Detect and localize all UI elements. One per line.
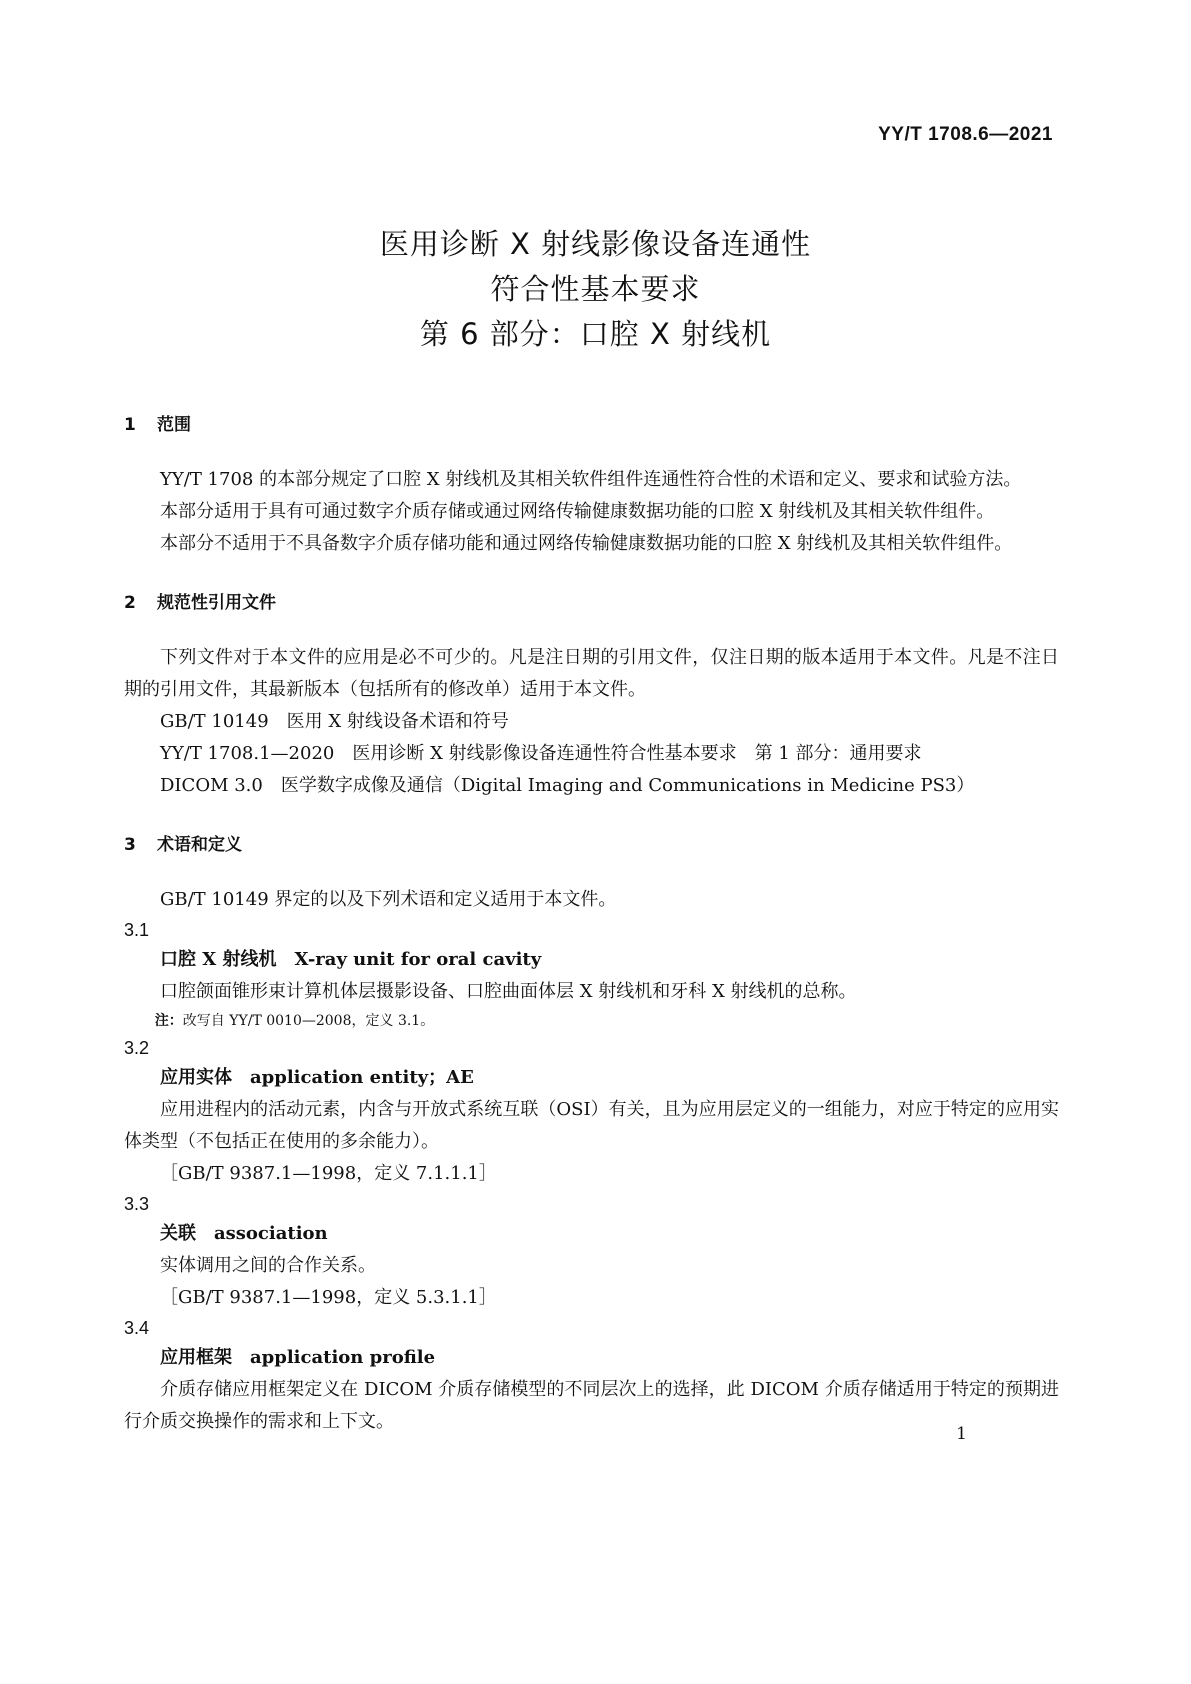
section-title: 术语和定义 [157, 835, 242, 855]
section-number: 2 [124, 593, 136, 613]
term-definition: 实体调用之间的合作关系。 [160, 1255, 376, 1276]
reference-code: YY/T 1708.1—2020 [160, 743, 335, 764]
term-number: 3.2 [124, 1038, 150, 1058]
term-zh: 应用实体 [160, 1067, 232, 1088]
term-number: 3.4 [124, 1318, 150, 1338]
note-text: 改写自 YY/T 0010—2008，定义 3.1。 [182, 1013, 435, 1029]
section-number: 3 [124, 835, 136, 855]
term-definition: 介质存储应用框架定义在 DICOM 介质存储模型的不同层次上的选择，此 DICOM 介质存储适用于特定的预期进行介质交换操作的需求和上下文。 [124, 1379, 1059, 1432]
reference-item [124, 770, 1059, 802]
section-title: 范围 [157, 415, 191, 435]
normative-refs-intro: 下列文件对于本文件的应用是必不可少的。凡是注日期的引用文件，仅注日期的版本适用于本文件。凡是不注日期的引用文件，其最新版本（包括所有的修改单）适用于本文件。 [124, 647, 1059, 700]
section-3-heading [124, 832, 1059, 858]
document-body [124, 412, 1059, 1438]
reference-item [124, 706, 1059, 738]
term-title [124, 1342, 1059, 1374]
term-zh: 应用框架 [160, 1347, 232, 1368]
scope-paragraph-3: 本部分不适用于不具备数字介质存储功能和通过网络传输健康数据功能的口腔 X 射线机及其相关软件组件。 [160, 533, 1013, 554]
reference-code: GB/T 10149 [160, 711, 269, 732]
term-en: application profile [250, 1347, 436, 1368]
terms-intro: GB/T 10149 界定的以及下列术语和定义适用于本文件。 [160, 889, 617, 910]
term-source: ［GB/T 9387.1—1998，定义 5.3.1.1］ [160, 1287, 497, 1308]
reference-title: 医用诊断 X 射线影像设备连通性符合性基本要求 第 1 部分：通用要求 [352, 743, 922, 764]
section-number: 1 [124, 415, 136, 435]
term-zh: 关联 [160, 1223, 196, 1244]
title-line-3: 第 6 部分：口腔 X 射线机 [419, 317, 772, 351]
title-line-2: 符合性基本要求 [490, 272, 701, 306]
scope-paragraph-1: YY/T 1708 的本部分规定了口腔 X 射线机及其相关软件组件连通性符合性的术语和定义、要求和试验方法。 [160, 469, 1022, 490]
reference-title: 医学数字成像及通信（Digital Imaging and Communications in Medicine PS3） [280, 775, 975, 796]
reference-code: DICOM 3.0 [160, 775, 263, 796]
section-1-heading [124, 412, 1059, 438]
scope-paragraph-2: 本部分适用于具有可通过数字介质存储或通过网络传输健康数据功能的口腔 X 射线机及其相关软件组件。 [160, 501, 995, 522]
note-label: 注： [154, 1013, 183, 1029]
term-title [124, 944, 1059, 976]
section-2-heading [124, 590, 1059, 616]
title-line-1: 医用诊断 X 射线影像设备连通性 [379, 227, 812, 261]
term-en: X-ray unit for oral cavity [294, 949, 542, 970]
term-definition: 口腔颌面锥形束计算机体层摄影设备、口腔曲面体层 X 射线机和牙科 X 射线机的总称。 [160, 981, 857, 1002]
term-definition: 应用进程内的活动元素，内含与开放式系统互联（OSI）有关，且为应用层定义的一组能力，对应于特定的应用实体类型（不包括正在使用的多余能力）。 [124, 1099, 1059, 1152]
term-source: ［GB/T 9387.1—1998，定义 7.1.1.1］ [160, 1163, 497, 1184]
reference-title: 医用 X 射线设备术语和符号 [286, 711, 509, 732]
term-title [124, 1062, 1059, 1094]
term-title [124, 1218, 1059, 1250]
term-en: association [214, 1223, 328, 1244]
term-number: 3.3 [124, 1194, 150, 1214]
standard-code: YY/T 1708.6—2021 [878, 124, 1053, 145]
term-note [124, 1008, 1059, 1034]
page-number: 1 [956, 1424, 967, 1444]
reference-item [124, 738, 1059, 770]
document-title [0, 222, 1191, 357]
section-title: 规范性引用文件 [157, 593, 276, 613]
term-zh: 口腔 X 射线机 [160, 949, 277, 970]
term-number: 3.1 [124, 920, 150, 940]
term-en: application entity；AE [250, 1067, 474, 1088]
